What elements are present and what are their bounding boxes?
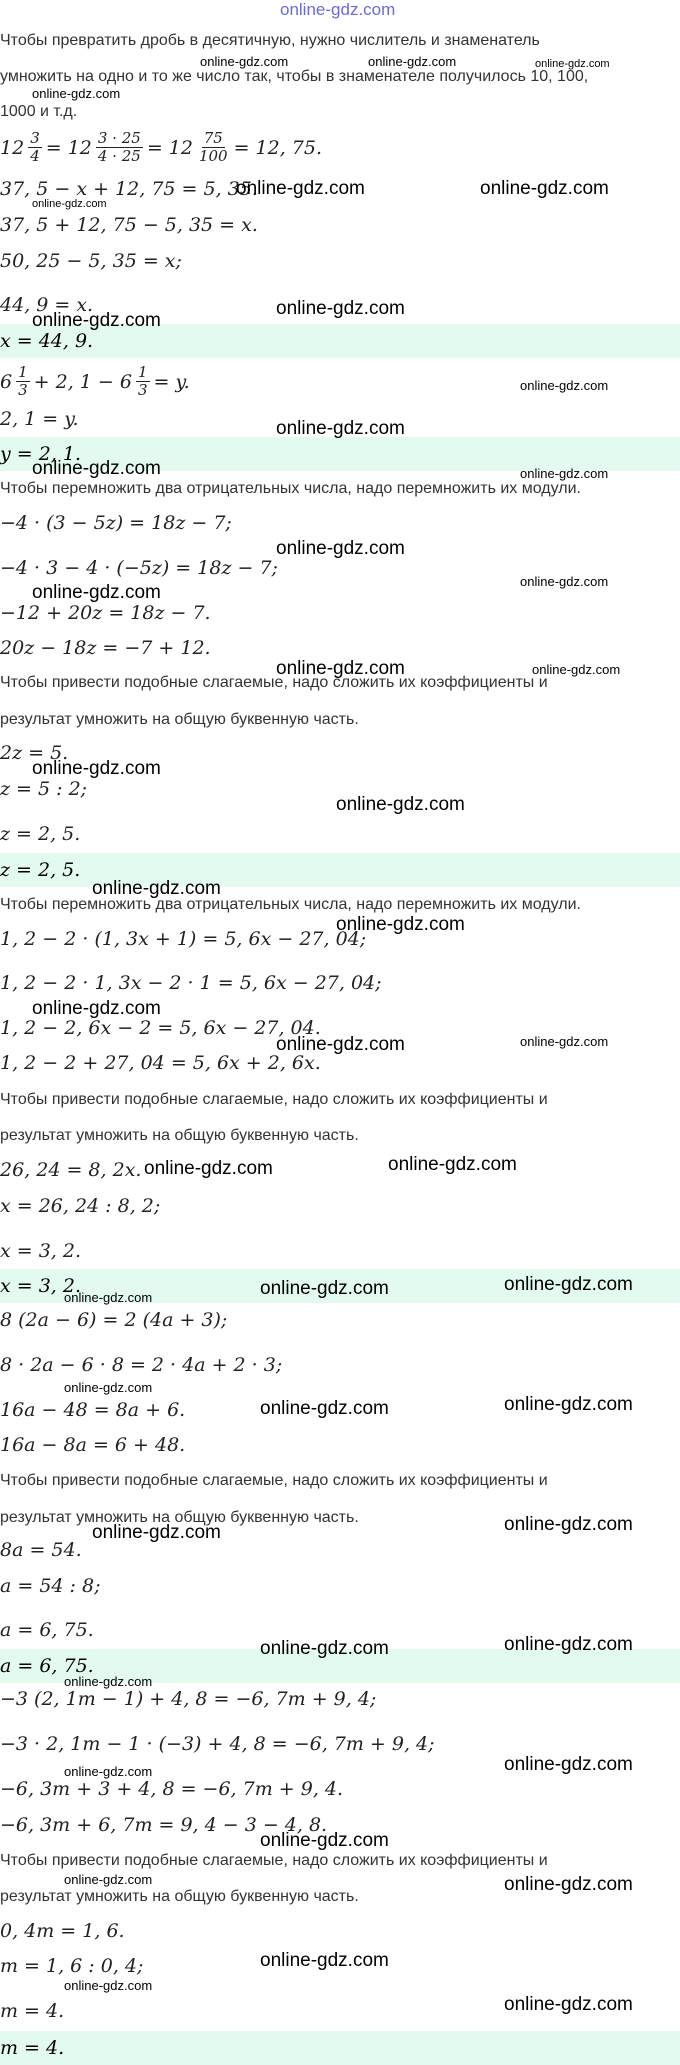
equation-line: a = 54 : 8; — [0, 1575, 101, 1597]
equation-line: x = 26, 24 : 8, 2; — [0, 1195, 161, 1217]
whole-part: 12 — [0, 136, 25, 159]
watermark: online-gdz.com — [64, 1978, 153, 1993]
watermark: online-gdz.com — [480, 178, 609, 199]
answer-text: z = 2, 5. — [0, 859, 81, 881]
watermark: online-gdz.com — [260, 1638, 389, 1659]
site-title[interactable]: online-gdz.com — [280, 0, 396, 19]
answer-text: a = 6, 75. — [0, 1655, 94, 1677]
equation-line: z = 2, 5. — [0, 823, 81, 845]
watermark: online-gdz.com — [32, 758, 161, 779]
watermark: online-gdz.com — [504, 1274, 633, 1295]
watermark: online-gdz.com — [504, 1994, 633, 2015]
text-line: Чтобы привести подобные слагаемые, надо сложить их коэффициенты и — [0, 674, 548, 691]
whole-part: 6 — [0, 370, 13, 393]
text-line: результат умножить на общую буквенную часть. — [0, 1127, 359, 1144]
answer-text: x = 3, 2. — [0, 1275, 82, 1297]
text-line: Чтобы перемножить два отрицательных числа, надо перемножить их модули. — [0, 896, 581, 913]
equation-line: −12 + 20z = 18z − 7. — [0, 602, 211, 624]
watermark: online-gdz.com — [260, 1278, 389, 1299]
equation-line: 8a = 54. — [0, 1539, 82, 1561]
watermark: online-gdz.com — [92, 878, 221, 899]
watermark: online-gdz.com — [520, 574, 609, 589]
answer-text: m = 4. — [0, 2037, 65, 2059]
watermark: online-gdz.com — [260, 1950, 389, 1971]
text-line: Чтобы привести подобные слагаемые, надо сложить их коэффициенты и — [0, 1091, 548, 1108]
math-text: = 12 — [146, 136, 193, 159]
numerator: 3 · 25 — [97, 129, 141, 147]
text-line: результат умножить на общую буквенную часть. — [0, 1888, 359, 1905]
equation-line: 1, 2 − 2 + 27, 04 = 5, 6x + 2, 6x. — [0, 1052, 321, 1074]
equation-line: 44, 9 = x. — [0, 294, 94, 316]
equation-line: −3 (2, 1m − 1) + 4, 8 = −6, 7m + 9, 4; — [0, 1688, 377, 1710]
watermark: online-gdz.com — [336, 914, 465, 935]
text-line: Чтобы привести подобные слагаемые, надо сложить их коэффициенты и — [0, 1472, 548, 1489]
text-line: 1000 и т.д. — [0, 103, 78, 120]
fraction-equation — [0, 364, 190, 399]
watermark: online-gdz.com — [32, 582, 161, 603]
equation-line: m = 1, 6 : 0, 4; — [0, 1955, 144, 1977]
watermark: online-gdz.com — [368, 54, 457, 69]
denominator: 3 — [18, 381, 28, 399]
equation-line: −4 · 3 − 4 · (−5z) = 18z − 7; — [0, 557, 278, 579]
equation-line: z = 5 : 2; — [0, 778, 88, 800]
equation-line: 2z = 5. — [0, 742, 69, 764]
watermark: online-gdz.com — [260, 1830, 389, 1851]
numerator: 1 — [18, 363, 28, 381]
text-line: результат умножить на общую буквенную часть. — [0, 1509, 359, 1526]
equation-line: 26, 24 = 8, 2x. — [0, 1159, 142, 1181]
answer-text: y = 2, 1. — [0, 443, 82, 465]
watermark: online-gdz.com — [520, 1034, 609, 1049]
equation-line: 20z − 18z = −7 + 12. — [0, 637, 211, 659]
fraction — [28, 130, 42, 165]
equation-line: −6, 3m + 6, 7m = 9, 4 − 3 − 4, 8. — [0, 1814, 328, 1836]
watermark: online-gdz.com — [92, 1522, 221, 1543]
text-line: Чтобы перемножить два отрицательных числа, надо перемножить их модули. — [0, 480, 581, 497]
watermark: online-gdz.com — [520, 378, 609, 393]
watermark: online-gdz.com — [504, 1874, 633, 1895]
text-line: Чтобы привести подобные слагаемые, надо сложить их коэффициенты и — [0, 1852, 548, 1869]
watermark: online-gdz.com — [64, 1290, 153, 1305]
equation-line: 8 (2a − 6) = 2 (4a + 3); — [0, 1309, 228, 1331]
denominator: 100 — [198, 147, 228, 165]
text-line: результат умножить на общую буквенную часть. — [0, 711, 359, 728]
text-line: Чтобы превратить дробь в десятичную, нужно числитель и знаменатель — [0, 32, 540, 49]
watermark: online-gdz.com — [32, 198, 107, 210]
watermark: online-gdz.com — [504, 1394, 633, 1415]
equation-line: −4 · (3 − 5z) = 18z − 7; — [0, 512, 232, 534]
numerator: 1 — [137, 363, 148, 381]
answer-text: x = 44, 9. — [0, 330, 94, 352]
equation-line: 1, 2 − 2, 6x − 2 = 5, 6x − 27, 04. — [0, 1017, 321, 1039]
watermark: online-gdz.com — [64, 1674, 153, 1689]
watermark: online-gdz.com — [504, 1754, 633, 1775]
equation-line: 1, 2 − 2 · 1, 3x − 2 · 1 = 5, 6x − 27, 04; — [0, 972, 382, 994]
watermark: online-gdz.com — [520, 466, 609, 481]
watermark: online-gdz.com — [276, 1034, 405, 1055]
watermark: online-gdz.com — [535, 58, 610, 70]
equation-line: 16a − 48 = 8a + 6. — [0, 1399, 186, 1421]
math-text: = 12 — [45, 136, 92, 159]
equation-line: −6, 3m + 3 + 4, 8 = −6, 7m + 9, 4. — [0, 1778, 344, 1800]
denominator: 4 · 25 — [97, 147, 141, 165]
math-text: + 2, 1 − 6 — [33, 370, 132, 393]
equation-line: 2, 1 = y. — [0, 408, 79, 430]
math-text: = 12, 75. — [233, 136, 323, 159]
equation-line: x = 3, 2. — [0, 1240, 82, 1262]
equation-line: 37, 5 + 12, 75 − 5, 35 = x. — [0, 214, 258, 236]
equation-line: −3 · 2, 1m − 1 · (−3) + 4, 8 = −6, 7m + 9, 4; — [0, 1733, 435, 1755]
math-text: = y. — [153, 370, 190, 393]
watermark: online-gdz.com — [64, 1872, 153, 1887]
watermark: online-gdz.com — [532, 662, 621, 677]
fraction-equation — [0, 130, 322, 165]
watermark: online-gdz.com — [32, 310, 161, 331]
fraction — [136, 364, 150, 399]
watermark: online-gdz.com — [504, 1514, 633, 1535]
numerator: 75 — [203, 129, 223, 147]
fraction — [197, 130, 230, 165]
watermark: online-gdz.com — [200, 54, 289, 69]
denominator: 3 — [137, 381, 148, 399]
watermark: online-gdz.com — [504, 1634, 633, 1655]
watermark: online-gdz.com — [276, 658, 405, 679]
watermark: online-gdz.com — [236, 178, 365, 199]
watermark: online-gdz.com — [276, 298, 405, 319]
watermark: online-gdz.com — [32, 998, 161, 1019]
text-line: умножить на одно и то же число так, чтобы в знаменателе получилось 10, 100, — [0, 68, 589, 85]
watermark: online-gdz.com — [276, 418, 405, 439]
watermark: online-gdz.com — [144, 1158, 273, 1179]
fraction — [16, 364, 30, 399]
answer-highlight — [0, 2031, 680, 2065]
equation-line: a = 6, 75. — [0, 1619, 94, 1641]
numerator: 3 — [30, 129, 40, 147]
watermark: online-gdz.com — [32, 86, 121, 101]
watermark: online-gdz.com — [336, 794, 465, 815]
watermark: online-gdz.com — [260, 1398, 389, 1419]
equation-line: 0, 4m = 1, 6. — [0, 1920, 125, 1942]
equation-line: 1, 2 − 2 · (1, 3x + 1) = 5, 6x − 27, 04; — [0, 928, 367, 950]
equation-line: 37, 5 − x + 12, 75 = 5, 35. — [0, 178, 258, 200]
watermark: online-gdz.com — [388, 1154, 517, 1175]
equation-line: 50, 25 − 5, 35 = x; — [0, 250, 182, 272]
watermark: online-gdz.com — [32, 458, 161, 479]
equation-line: m = 4. — [0, 2000, 65, 2022]
fraction — [96, 130, 143, 165]
watermark: online-gdz.com — [64, 1380, 153, 1395]
watermark: online-gdz.com — [64, 1764, 153, 1779]
equation-line: 16a − 8a = 6 + 48. — [0, 1434, 186, 1456]
denominator: 4 — [30, 147, 40, 165]
equation-line: 8 · 2a − 6 · 8 = 2 · 4a + 2 · 3; — [0, 1354, 283, 1376]
watermark: online-gdz.com — [276, 538, 405, 559]
